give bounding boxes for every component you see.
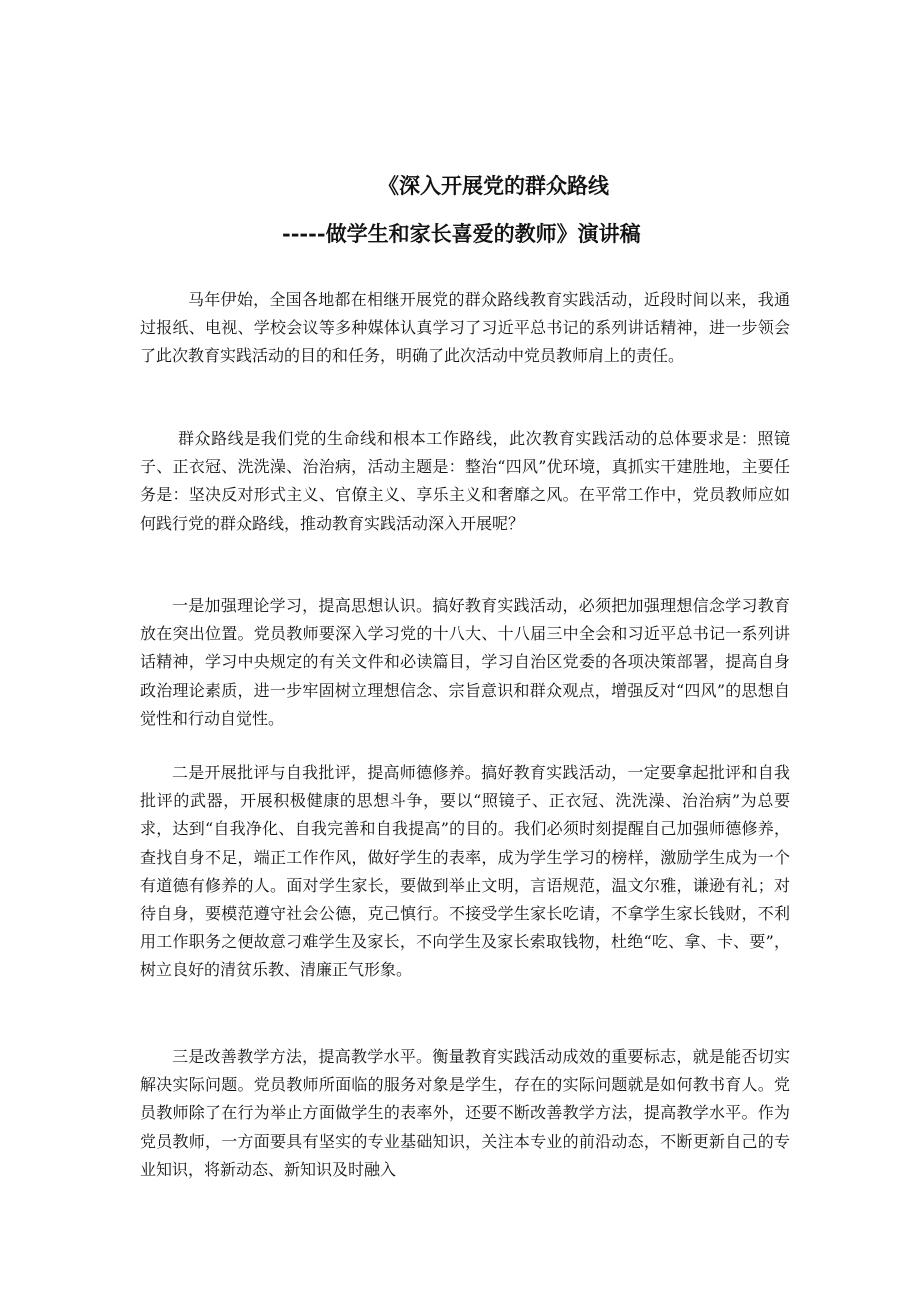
paragraph-intro: 马年伊始，全国各地都在相继开展党的群众路线教育实践活动，近段时间以来，我通过报纸、电视、学校会议等多种媒体认真学习了习近平总书记的系列讲话精神，进一步领会了此次教育实践活动的目的和任务，明确了此次活动中党员教师肩上的责任。 [140,290,790,366]
document-title-line-1: 《深入开展党的群众路线 [378,173,609,198]
paragraph-point-two: 二是开展批评与自我批评，提高师德修养。搞好教育实践活动，一定要拿起批评和自我批评的武器，开展积极健康的思想斗争，要以“照镜子、正衣冠、洗洗澡、治治病”为总要求，达到“自我净化、自我完善和自我提高”的目的。我们必须时刻提醒自己加强师德修养，查找自身不足，端正工作作风，做好学生的表率，成为学生学习的榜样，激励学生成为一个有道德有修养的人。面对学生家长，要做到举止文明，言语规范，温文尔雅，谦逊有礼；对待自身，要模范遵守社会公德，克己慎行。不接受学生家长吃请，不拿学生家长钱财，不利用工作职务之便故意刁难学生及家长，不向学生及家长索取钱物，杜绝“吃、拿、卡、要”，树立良好的清贫乐教、清廉正气形象。 [140,763,790,980]
paragraph-point-one: 一是加强理论学习，提高思想认识。搞好教育实践活动，必须把加强理想信念学习教育放在突出位置。党员教师要深入学习党的十八大、十八届三中全会和习近平总书记一系列讲话精神，学习中央规定的有关文件和必读篇目，学习自治区党委的各项决策部署，提高自身政治理论素质，进一步牢固树立理想信念、宗旨意识和群众观点，增强反对“四风”的思想自觉性和行动自觉性。 [140,596,790,728]
paragraph-point-three: 三是改善教学方法，提高教学水平。衡量教育实践活动成效的重要标志，就是能否切实解决实际问题。党员教师所面临的服务对象是学生，存在的实际问题就是如何教书育人。党员教师除了在行为举止方面做学生的表率外，还要不断改善教学方法，提高教学水平。作为党员教师，一方面要具有坚实的专业基础知识，关注本专业的前沿动态，不断更新自己的专业知识，将新动态、新知识及时融入 [140,1047,790,1179]
paragraph-mass-line: 群众路线是我们党的生命线和根本工作路线，此次教育实践活动的总体要求是：照镜子、正衣冠、洗洗澡、治治病，活动主题是：整治“四风”优环境，真抓实干建胜地，主要任务是：坚决反对形式主义、官僚主义、享乐主义和奢靡之风。在平常工作中，党员教师应如何践行党的群众路线，推动教育实践活动深入开展呢？ [140,429,790,533]
document-title-line-2: -----做学生和家长喜爱的教师》演讲稿 [282,221,641,246]
